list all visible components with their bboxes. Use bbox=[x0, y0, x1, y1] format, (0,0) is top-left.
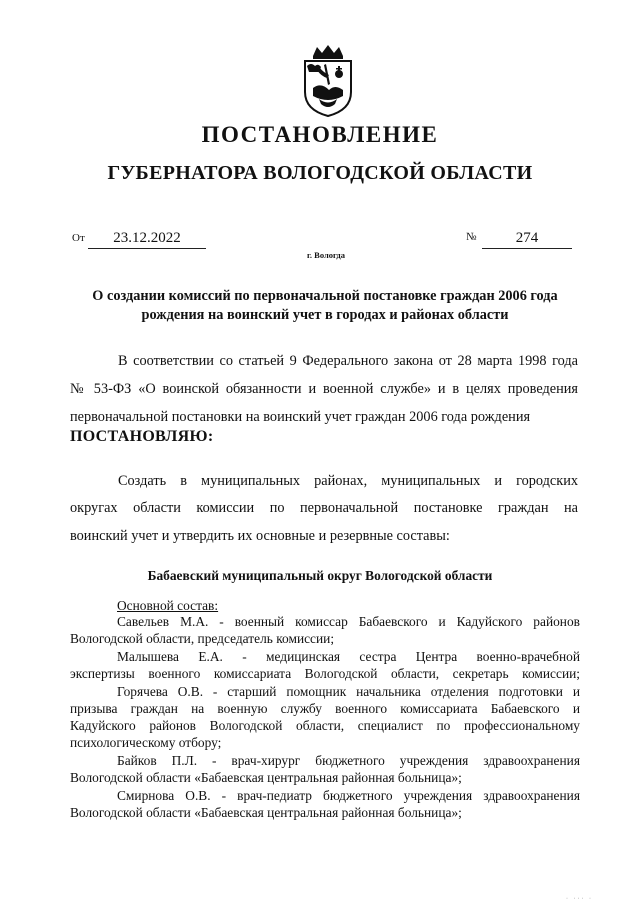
heading-line: рождения на воинский учет в городах и районах области bbox=[141, 307, 509, 323]
vologda-coat-of-arms-icon bbox=[299, 44, 357, 118]
member-line: Вологодской области «Бабаевская центральная районная больница»; bbox=[70, 770, 462, 785]
clause-line: округах области комиссии по первоначальной постановке граждан на bbox=[70, 500, 578, 516]
member-line: Байков П.Л. - врач-хирург бюджетного учреждения здравоохранения bbox=[117, 753, 580, 768]
document-heading bbox=[70, 287, 580, 325]
clause-line: воинский учет и утвердить их основные и резервные составы: bbox=[70, 528, 450, 544]
document-city: г. Вологда bbox=[307, 250, 345, 260]
member-line: психологическому отбору; bbox=[70, 735, 222, 750]
scan-specks: · ··· · bbox=[566, 896, 593, 902]
section-title: Бабаевский муниципальный округ Вологодской области bbox=[147, 568, 493, 583]
clause-line: Создать в муниципальных районах, муниципальных и городских bbox=[118, 473, 578, 489]
member-line: Кадуйского районов Вологодской области, специалист по профессиональному bbox=[70, 718, 580, 733]
document-date: 23.12.2022 bbox=[88, 230, 206, 249]
preamble-line: первоначальной постановки на воинский учет граждан 2006 года рождения bbox=[70, 409, 531, 425]
member-line: призыва граждан на военную службу военного комиссариата Бабаевского и bbox=[70, 701, 580, 716]
member-line: Вологодской области, председатель комиссии; bbox=[70, 631, 335, 646]
member-line: экспертизы военного комиссариата Вологодской области, секретарь комиссии; bbox=[70, 666, 580, 681]
member-line: Вологодской области «Бабаевская центральная районная больница»; bbox=[70, 805, 462, 820]
composition-label: Основной состав: bbox=[117, 598, 219, 613]
member-line: Малышева Е.А. - медицинская сестра Центра военно-врачебной bbox=[117, 649, 580, 664]
preamble-line: В соответствии со статьей 9 Федерального закона от 28 марта 1998 года bbox=[118, 353, 578, 369]
member-line: Горячева О.В. - старший помощник начальника отделения подготовки и bbox=[117, 684, 580, 699]
member-line: Савельев М.А. - военный комиссар Бабаевского и Кадуйского районов bbox=[117, 614, 580, 629]
decree-word: ПОСТАНОВЛЯЮ: bbox=[70, 428, 214, 445]
preamble-line: № 53-ФЗ «О воинской обязанности и военной службе» и в целях проведения bbox=[70, 381, 578, 397]
heading-line: О создании комиссий по первоначальной постановке граждан 2006 года bbox=[92, 288, 558, 304]
document-title: ПОСТАНОВЛЕНИЕ bbox=[201, 122, 439, 147]
document-number: 274 bbox=[482, 230, 572, 249]
member-line: Смирнова О.В. - врач-педиатр бюджетного учреждения здравоохранения bbox=[117, 788, 580, 803]
document-subtitle: ГУБЕРНАТОРА ВОЛОГОДСКОЙ ОБЛАСТИ bbox=[107, 162, 533, 184]
date-prefix: От bbox=[72, 232, 85, 244]
number-prefix: № bbox=[466, 231, 477, 243]
